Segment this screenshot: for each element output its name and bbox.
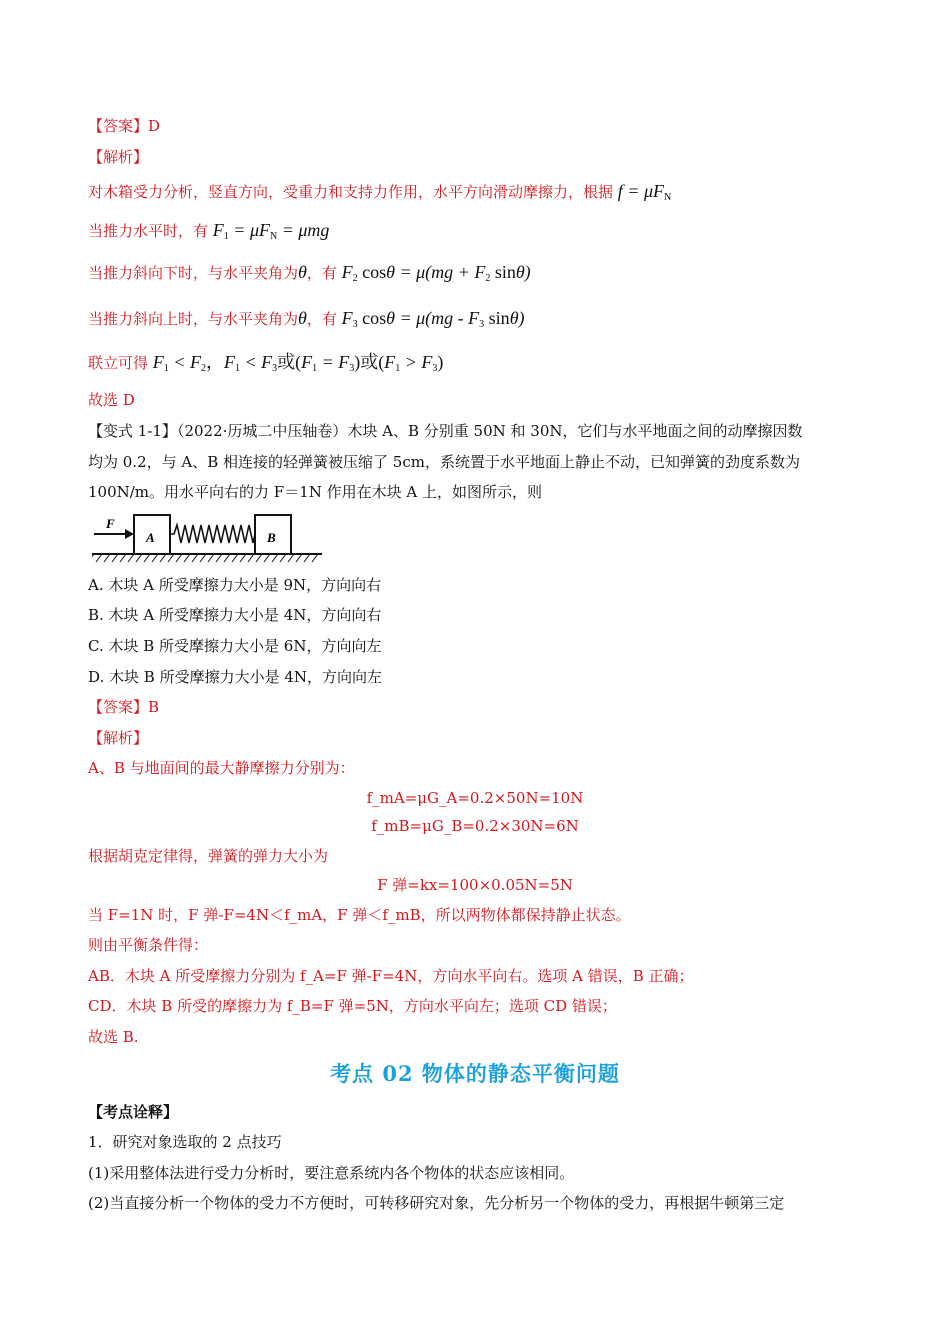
solution-formula-fmb: f_mB=μG_B=0.2×30N=6N — [371, 817, 579, 835]
block-b-label: B — [267, 530, 276, 545]
solution-line-1: A、B 与地面间的最大静摩擦力分别为： — [88, 759, 355, 777]
answer-label: 【答案】 — [88, 117, 149, 135]
explanation-label: 【考点诠释】 — [88, 1103, 179, 1121]
friction-formula: $f = \mu F_N$ — [617, 181, 672, 203]
explanation-line-1: 1．研究对象选取的 2 点技巧 — [88, 1133, 282, 1151]
analysis-text: 当推力斜向下时，与水平夹角为 — [88, 264, 299, 282]
block-a-label: A — [146, 530, 155, 545]
answer-label: 【答案】 — [88, 698, 149, 716]
option-a: A. 木块 A 所受摩擦力大小是 9N，方向向右 — [88, 576, 382, 594]
analysis-label-2: 【解析】 — [88, 729, 149, 747]
solution-line-ab: AB．木块 A 所受摩擦力分别为 f_A=F 弹-F=4N，方向水平向右。选项 A 错误，B 正确； — [88, 967, 694, 985]
question-label: 【变式 1-1】 — [88, 422, 177, 440]
solution-formula-spring: F 弹=kx=100×0.05N=5N — [377, 876, 573, 894]
analysis-line-4: 当推力斜向上时，与水平夹角为θ，有 $F_3$ $\cos\theta = \mu(mg - F_3$ sinθ) — [88, 308, 525, 330]
answer-value: B — [148, 698, 160, 716]
answer-line — [88, 116, 160, 136]
solution-line-hooke: 根据胡克定律得，弹簧的弹力大小为 — [88, 847, 329, 865]
explanation-line-2: (1)采用整体法进行受力分析时，要注意系统内各个物体的状态应该相同。 — [88, 1164, 575, 1182]
downward-formula: $F_2$ $\cos\theta = \mu(mg + F_2$ sinθ) — [341, 262, 531, 284]
analysis-line-2 — [88, 220, 329, 247]
analysis-line-1 — [88, 181, 671, 208]
option-b: B. 木块 A 所受摩擦力大小是 4N，方向向右 — [88, 606, 382, 624]
conclusion-formula: $F_1 < F_2$，$F_1 < F_3$或$(F_1 = F_3)$或$(F_1 > F_3)$ — [152, 352, 444, 374]
spring-block-figure — [92, 512, 324, 564]
analysis-text: 当推力斜向上时，与水平夹角为 — [88, 310, 299, 328]
theta-symbol: θ — [298, 308, 307, 328]
option-d: D. 木块 B 所受摩擦力大小是 4N，方向向左 — [88, 668, 383, 686]
solution-line-balance: 则由平衡条件得： — [88, 936, 209, 954]
solution-line-cd: CD．木块 B 所受的摩擦力为 f_B=F 弹=5N，方向水平向左；选项 CD 错误； — [88, 997, 617, 1015]
analysis-label: 【解析】 — [88, 148, 149, 166]
analysis-text: 当推力水平时，有 — [88, 222, 209, 240]
analysis-line-3: 当推力斜向下时，与水平夹角为θ，有 $F_2$ $\cos\theta = \mu(mg + F_2$ sinθ) — [88, 262, 531, 284]
question-line-3: 100N/m。用水平向右的力 F＝1N 作用在木块 A 上，如图所示，则 — [88, 483, 543, 501]
solution-line-choice: 故选 B. — [88, 1028, 139, 1046]
horizontal-formula: $F_1 = \mu F_N = \mu mg$ — [212, 220, 330, 242]
question-line-2: 均为 0.2，与 A、B 相连接的轻弹簧被压缩了 5cm，系统置于水平地面上静止不动，已知弹簧的劲度系数为 — [88, 453, 800, 471]
solution-formula-fma: f_mA=μG_A=0.2×50N=10N — [366, 789, 584, 807]
analysis-text: 对木箱受力分析，竖直方向，受重力和支持力作用，水平方向滑动摩擦力，根据 — [88, 183, 614, 201]
choice-line: 故选 D — [88, 391, 135, 409]
spring — [170, 525, 255, 543]
theta-symbol: θ — [298, 262, 307, 282]
upward-formula: $F_3$ $\cos\theta = \mu(mg - F_3$ sinθ) — [341, 308, 525, 330]
analysis-text: 联立可得 — [88, 354, 149, 372]
force-label: F — [106, 516, 115, 531]
explanation-line-3: (2)当直接分析一个物体的受力不方便时，可转移研究对象，先分析另一个物体的受力，再根据牛顿第三定 — [88, 1194, 785, 1212]
section-title: 考点 02 物体的静态平衡问题 — [330, 1061, 620, 1086]
analysis-line-5 — [88, 352, 443, 379]
solution-line-static: 当 F=1N 时，F 弹-F=4N＜f_mA，F 弹＜f_mB，所以两物体都保持静止状态。 — [88, 906, 631, 924]
question-line-1: 【变式 1-1】（2022·历城二中压轴卷）木块 A、B 分别重 50N 和 30N，它们与水平地面之间的动摩擦因数 — [88, 422, 803, 440]
answer-line-2 — [88, 697, 159, 717]
answer-value: D — [148, 117, 161, 135]
option-c: C. 木块 B 所受摩擦力大小是 6N，方向向左 — [88, 637, 382, 655]
